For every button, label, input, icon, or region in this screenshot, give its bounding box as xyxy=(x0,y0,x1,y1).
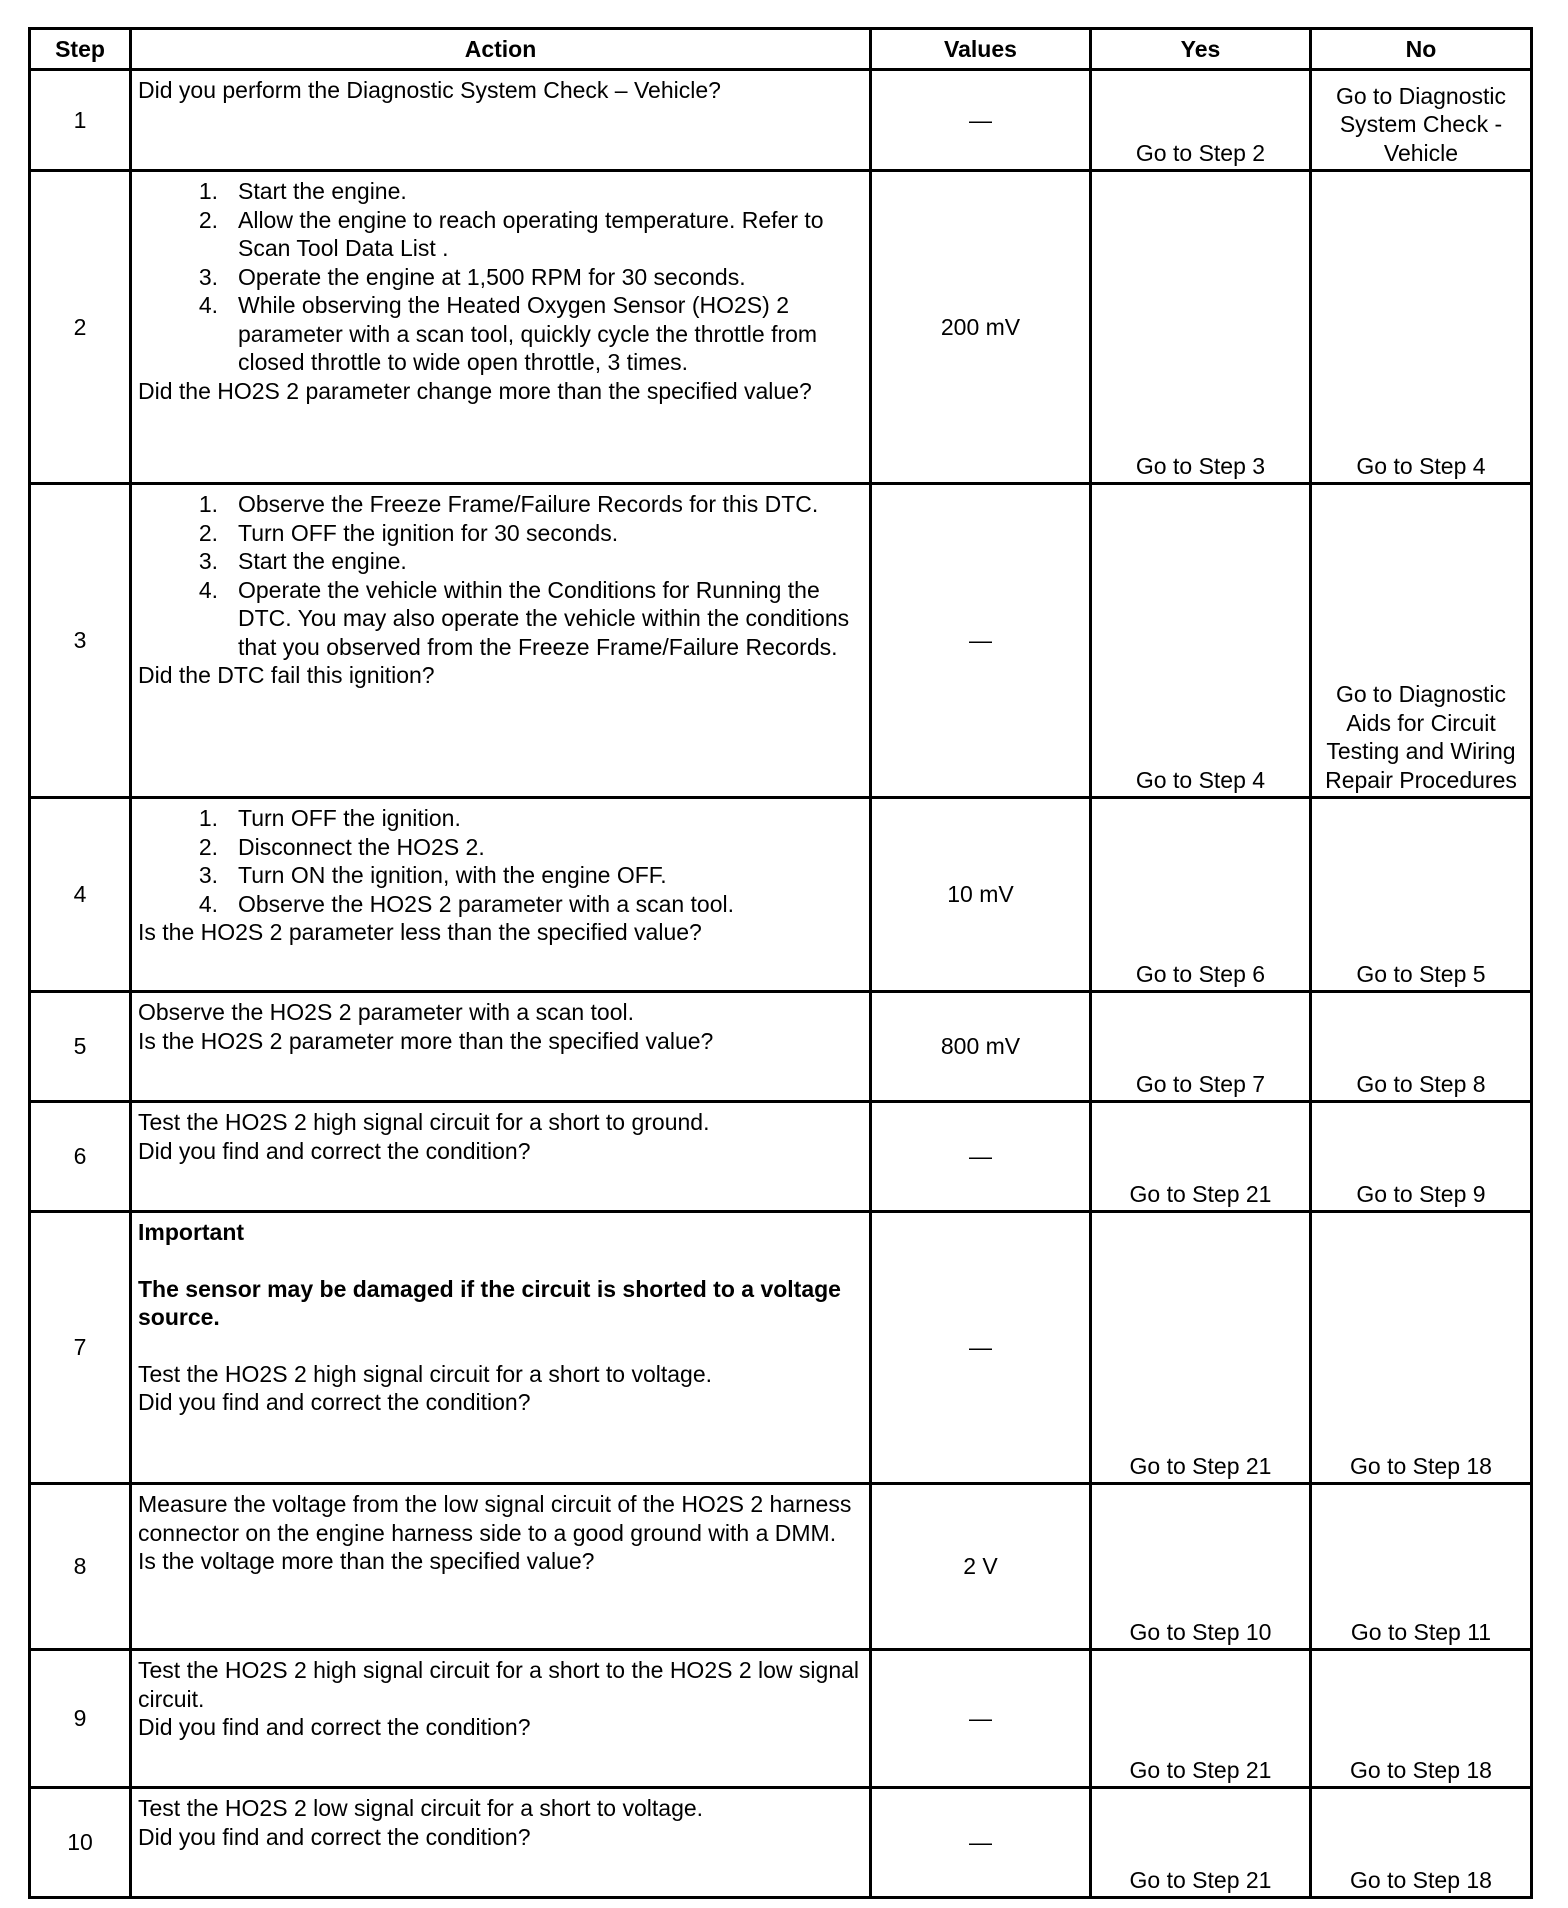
step-number: 7 xyxy=(30,1212,131,1484)
no-cell: Go to Diagnostic Aids for Circuit Testing and Wiring Repair Procedures xyxy=(1311,484,1532,798)
substep-list xyxy=(138,804,863,918)
value-cell: 200 mV xyxy=(871,171,1091,484)
action-question: Did the HO2S 2 parameter change more than the specified value? xyxy=(138,377,812,404)
list-item: 1. Turn OFF the ignition. xyxy=(198,805,461,831)
value-cell: 10 mV xyxy=(871,798,1091,992)
important-note: The sensor may be damaged if the circuit is shorted to a voltage source. xyxy=(138,1275,841,1330)
header-no: No xyxy=(1311,29,1532,70)
table-row xyxy=(30,171,1532,484)
list-item: 2. Turn OFF the ignition for 30 seconds. xyxy=(198,519,619,546)
no-cell: Go to Step 4 xyxy=(1311,171,1532,484)
action-question: Is the HO2S 2 parameter less than the specified value? xyxy=(138,919,702,945)
list-item: 3. Turn ON the ignition, with the engine OFF. xyxy=(198,862,667,888)
yes-cell: Go to Step 7 xyxy=(1091,992,1311,1102)
action-cell xyxy=(131,992,871,1102)
no-cell: Go to Step 5 xyxy=(1311,798,1532,992)
step-number: 6 xyxy=(30,1102,131,1212)
table-row xyxy=(30,1650,1532,1788)
substep-list xyxy=(138,490,863,661)
action-cell xyxy=(131,171,871,484)
no-cell: Go to Step 18 xyxy=(1311,1650,1532,1788)
list-item: 1. Start the engine. xyxy=(198,178,407,204)
diagnostic-table xyxy=(28,27,1533,1899)
action-question: Did you find and correct the condition? xyxy=(138,1137,531,1164)
step-number: 9 xyxy=(30,1650,131,1788)
header-values: Values xyxy=(871,29,1091,70)
step-number: 10 xyxy=(30,1788,131,1898)
action-cell xyxy=(131,484,871,798)
action-question: Is the voltage more than the specified value? xyxy=(138,1548,595,1574)
yes-cell: Go to Step 21 xyxy=(1091,1788,1311,1898)
header-row xyxy=(30,29,1532,70)
action-cell xyxy=(131,1650,871,1788)
header-step: Step xyxy=(30,29,131,70)
action-cell xyxy=(131,1212,871,1484)
step-number: 3 xyxy=(30,484,131,798)
step-number: 2 xyxy=(30,171,131,484)
table-row xyxy=(30,1788,1532,1898)
table-row xyxy=(30,1102,1532,1212)
header-action: Action xyxy=(131,29,871,70)
action-question: Is the HO2S 2 parameter more than the specified value? xyxy=(138,1027,714,1054)
action-question: Did the DTC fail this ignition? xyxy=(138,662,435,688)
list-item: 3. Operate the engine at 1,500 RPM for 30 seconds. xyxy=(198,263,746,290)
action-cell xyxy=(131,1484,871,1650)
no-cell: Go to Step 18 xyxy=(1311,1212,1532,1484)
table-row xyxy=(30,1212,1532,1484)
list-item: 4. Observe the HO2S 2 parameter with a scan tool. xyxy=(198,890,735,917)
value-cell: — xyxy=(871,1650,1091,1788)
yes-cell: Go to Step 3 xyxy=(1091,171,1311,484)
yes-cell: Go to Step 10 xyxy=(1091,1484,1311,1650)
action-cell xyxy=(131,798,871,992)
action-text: Test the HO2S 2 low signal circuit for a short to voltage. xyxy=(138,1795,704,1821)
action-question: Did you find and correct the condition? xyxy=(138,1714,531,1740)
value-cell: — xyxy=(871,484,1091,798)
header-yes: Yes xyxy=(1091,29,1311,70)
no-cell: Go to Step 8 xyxy=(1311,992,1532,1102)
action-text: Did you perform the Diagnostic System Check – Vehicle? xyxy=(138,77,721,103)
action-text: Observe the HO2S 2 parameter with a scan tool. xyxy=(138,999,635,1025)
step-number: 1 xyxy=(30,70,131,171)
yes-cell: Go to Step 4 xyxy=(1091,484,1311,798)
no-cell: Go to Step 11 xyxy=(1311,1484,1532,1650)
value-cell: — xyxy=(871,1788,1091,1898)
value-cell: 2 V xyxy=(871,1484,1091,1650)
list-item: 3. Start the engine. xyxy=(198,548,407,574)
table-row xyxy=(30,484,1532,798)
action-text: Test the HO2S 2 high signal circuit for a short to the HO2S 2 low signal circuit. xyxy=(138,1657,860,1712)
list-item: 2. Disconnect the HO2S 2. xyxy=(198,833,485,860)
yes-cell: Go to Step 21 xyxy=(1091,1212,1311,1484)
list-item: 4. Operate the vehicle within the Conditions for Running the DTC. You may also operate the vehicle within the conditions that you observed from the Freeze Frame/Failure Records. xyxy=(198,576,850,660)
yes-cell: Go to Step 21 xyxy=(1091,1102,1311,1212)
step-number: 8 xyxy=(30,1484,131,1650)
value-cell: — xyxy=(871,70,1091,171)
table-row xyxy=(30,992,1532,1102)
action-cell xyxy=(131,1102,871,1212)
important-label: Important xyxy=(138,1219,245,1245)
step-number: 5 xyxy=(30,992,131,1102)
list-item: 1. Observe the Freeze Frame/Failure Records for this DTC. xyxy=(198,491,819,517)
value-cell: 800 mV xyxy=(871,992,1091,1102)
yes-cell: Go to Step 6 xyxy=(1091,798,1311,992)
yes-cell: Go to Step 21 xyxy=(1091,1650,1311,1788)
action-text: Test the HO2S 2 high signal circuit for a short to ground. xyxy=(138,1109,710,1135)
substep-list xyxy=(138,177,863,377)
action-text: Test the HO2S 2 high signal circuit for a short to voltage. xyxy=(138,1360,713,1387)
no-cell: Go to Diagnostic System Check - Vehicle xyxy=(1311,70,1532,171)
action-question: Did you find and correct the condition? xyxy=(138,1823,531,1850)
action-cell xyxy=(131,70,871,171)
table-row xyxy=(30,798,1532,992)
list-item: 4. While observing the Heated Oxygen Sensor (HO2S) 2 parameter with a scan tool, quickly cycle the throttle from closed throttle to wide open throttle, 3 times. xyxy=(198,292,818,375)
list-item: 2. Allow the engine to reach operating temperature. Refer to Scan Tool Data List . xyxy=(198,206,824,261)
no-cell: Go to Step 18 xyxy=(1311,1788,1532,1898)
yes-cell: Go to Step 2 xyxy=(1091,70,1311,171)
action-text: Measure the voltage from the low signal circuit of the HO2S 2 harness connector on the engine harness side to a good ground with a DMM. xyxy=(138,1491,852,1546)
table-row xyxy=(30,70,1532,171)
action-question: Did you find and correct the condition? xyxy=(138,1389,531,1415)
no-cell: Go to Step 9 xyxy=(1311,1102,1532,1212)
step-number: 4 xyxy=(30,798,131,992)
value-cell: — xyxy=(871,1102,1091,1212)
value-cell: — xyxy=(871,1212,1091,1484)
action-cell xyxy=(131,1788,871,1898)
table-row xyxy=(30,1484,1532,1650)
